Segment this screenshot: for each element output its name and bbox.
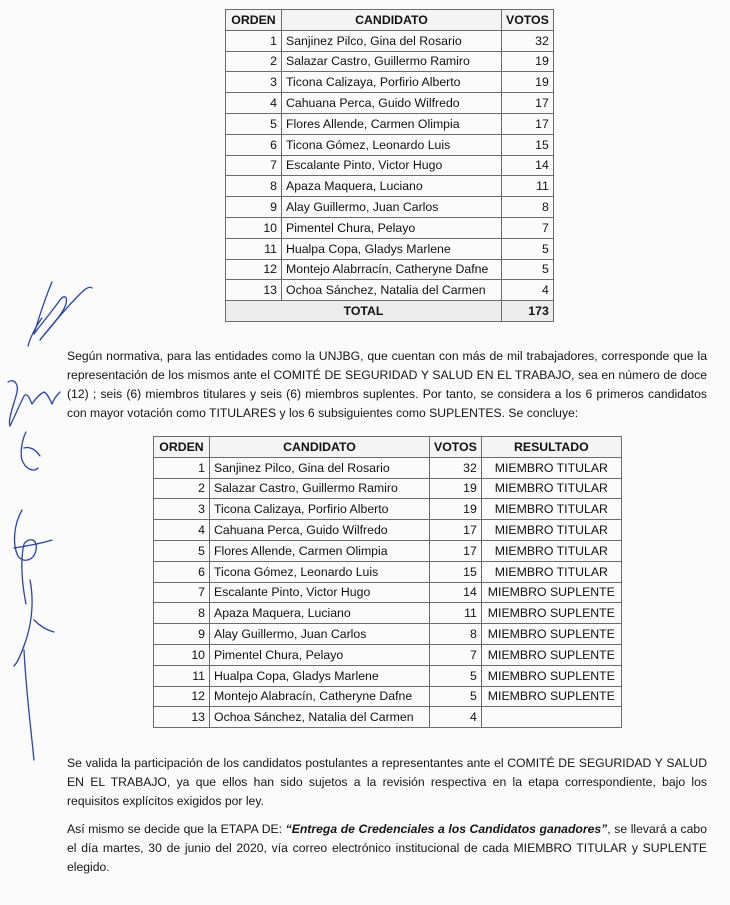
cell-resultado: MIEMBRO SUPLENTE (481, 686, 621, 707)
cell-candidato: Ticona Gómez, Leonardo Luis (282, 134, 502, 155)
cell-votos: 17 (430, 540, 482, 561)
cell-resultado: MIEMBRO SUPLENTE (481, 624, 621, 645)
cell-orden: 8 (226, 176, 282, 197)
cell-orden: 7 (226, 155, 282, 176)
cell-candidato: Apaza Maquera, Luciano (282, 176, 502, 197)
cell-orden: 11 (154, 665, 210, 686)
cell-votos: 7 (502, 217, 554, 238)
cell-orden: 6 (154, 561, 210, 582)
signature-1 (28, 282, 92, 346)
cell-candidato: Sanjinez Pilco, Gina del Rosario (282, 30, 502, 51)
cell-orden: 2 (154, 478, 210, 499)
table-row (154, 561, 622, 582)
cell-orden: 1 (154, 457, 210, 478)
cell-resultado: MIEMBRO TITULAR (481, 457, 621, 478)
table-row (154, 707, 622, 728)
table-row (226, 134, 554, 155)
total-row (226, 301, 554, 322)
table-row (154, 624, 622, 645)
table-row (154, 582, 622, 603)
cell-resultado: MIEMBRO SUPLENTE (481, 603, 621, 624)
cell-candidato: Pimentel Chura, Pelayo (210, 644, 430, 665)
column-header-votos: VOTOS (430, 437, 482, 458)
credentials-text-start: Así mismo se decide que la ETAPA DE: (67, 822, 286, 836)
cell-resultado: MIEMBRO TITULAR (481, 540, 621, 561)
cell-resultado: MIEMBRO SUPLENTE (481, 665, 621, 686)
cell-orden: 12 (154, 686, 210, 707)
table-row (226, 197, 554, 218)
credentials-paragraph (67, 820, 707, 877)
table-row (154, 665, 622, 686)
cell-candidato: Hualpa Copa, Gladys Marlene (210, 665, 430, 686)
cell-votos: 19 (502, 51, 554, 72)
cell-votos: 8 (430, 624, 482, 645)
cell-votos: 4 (430, 707, 482, 728)
signature-2 (8, 381, 60, 470)
cell-candidato: Hualpa Copa, Gladys Marlene (282, 238, 502, 259)
table-row (226, 93, 554, 114)
cell-orden: 4 (226, 93, 282, 114)
cell-candidato: Ochoa Sánchez, Natalia del Carmen (210, 707, 430, 728)
cell-votos: 32 (430, 457, 482, 478)
cell-votos: 17 (430, 520, 482, 541)
cell-votos: 19 (430, 499, 482, 520)
cell-candidato: Ticona Calizaya, Porfirio Alberto (210, 499, 430, 520)
cell-orden: 4 (154, 520, 210, 541)
cell-candidato: Pimentel Chura, Pelayo (282, 217, 502, 238)
cell-votos: 32 (502, 30, 554, 51)
table-row (226, 113, 554, 134)
column-header-candidato: CANDIDATO (282, 10, 502, 31)
cell-votos: 14 (502, 155, 554, 176)
cell-candidato: Sanjinez Pilco, Gina del Rosario (210, 457, 430, 478)
credentials-stage-name: “Entrega de Credenciales a los Candidatos ganadores” (285, 822, 608, 836)
cell-resultado: MIEMBRO TITULAR (481, 561, 621, 582)
cell-votos: 14 (430, 582, 482, 603)
cell-candidato: Alay Guillermo, Juan Carlos (282, 197, 502, 218)
column-header-votos: VOTOS (502, 10, 554, 31)
cell-candidato: Flores Allende, Carmen Olimpia (282, 113, 502, 134)
cell-candidato: Cahuana Perca, Guido Wilfredo (210, 520, 430, 541)
cell-orden: 9 (226, 197, 282, 218)
cell-orden: 10 (154, 644, 210, 665)
table-row (226, 72, 554, 93)
cell-resultado: MIEMBRO TITULAR (481, 520, 621, 541)
table-row (226, 155, 554, 176)
column-header-resultado: RESULTADO (481, 437, 621, 458)
cell-candidato: Alay Guillermo, Juan Carlos (210, 624, 430, 645)
vote-count-table (225, 9, 554, 322)
cell-candidato: Escalante Pinto, Victor Hugo (282, 155, 502, 176)
cell-orden: 13 (154, 707, 210, 728)
table-row (226, 238, 554, 259)
cell-candidato: Ochoa Sánchez, Natalia del Carmen (282, 280, 502, 301)
table-row (226, 280, 554, 301)
cell-orden: 3 (226, 72, 282, 93)
cell-candidato: Escalante Pinto, Victor Hugo (210, 582, 430, 603)
cell-candidato: Flores Allende, Carmen Olimpia (210, 540, 430, 561)
total-label: TOTAL (226, 301, 502, 322)
table-row (154, 603, 622, 624)
table-header-row (154, 437, 622, 458)
column-header-orden: ORDEN (226, 10, 282, 31)
cell-candidato: Montejo Alabracín, Catheryne Dafne (210, 686, 430, 707)
table-row (154, 499, 622, 520)
cell-orden: 9 (154, 624, 210, 645)
cell-votos: 7 (430, 644, 482, 665)
cell-votos: 19 (430, 478, 482, 499)
cell-votos: 11 (502, 176, 554, 197)
cell-candidato: Ticona Gómez, Leonardo Luis (210, 561, 430, 582)
cell-orden: 10 (226, 217, 282, 238)
cell-orden: 5 (226, 113, 282, 134)
representation-paragraph: Según normativa, para las entidades como la UNJBG, que cuentan con más de mil trabajadores, corresponde que la representación de los mismos ante el COMITÉ DE SEGURIDAD Y SALUD EN EL TRABAJO, sea en número de doce (12) ; seis (6) miembros titulares y seis (6) miembros suplentes. Por tanto, se considera a los 6 primeros candidatos con mayor votación como TITULARES y los 6 subsiguientes como SUPLENTES. Se concluye: (67, 349, 707, 420)
cell-orden: 7 (154, 582, 210, 603)
table-row (154, 478, 622, 499)
cell-resultado: MIEMBRO SUPLENTE (481, 644, 621, 665)
cell-candidato: Cahuana Perca, Guido Wilfredo (282, 93, 502, 114)
cell-orden: 8 (154, 603, 210, 624)
cell-candidato: Montejo Alabrracín, Catheryne Dafne (282, 259, 502, 280)
credentials-text-end: , se llevará a cabo el día martes, 30 de junio del 2020, vía correo electrónico institucional de cada MIEMBRO TITULAR y SUPLENTE elegido. (67, 822, 707, 874)
cell-votos: 15 (430, 561, 482, 582)
cell-candidato: Ticona Calizaya, Porfirio Alberto (282, 72, 502, 93)
cell-votos: 5 (502, 259, 554, 280)
cell-votos: 11 (430, 603, 482, 624)
cell-votos: 5 (430, 686, 482, 707)
cell-orden: 12 (226, 259, 282, 280)
cell-resultado: MIEMBRO TITULAR (481, 499, 621, 520)
table-row (154, 520, 622, 541)
cell-candidato: Salazar Castro, Guillermo Ramiro (282, 51, 502, 72)
cell-orden: 3 (154, 499, 210, 520)
cell-votos: 4 (502, 280, 554, 301)
cell-orden: 5 (154, 540, 210, 561)
cell-candidato: Salazar Castro, Guillermo Ramiro (210, 478, 430, 499)
cell-orden: 1 (226, 30, 282, 51)
table-header-row (226, 10, 554, 31)
results-table (153, 436, 622, 728)
table-row (226, 51, 554, 72)
cell-votos: 5 (502, 238, 554, 259)
table-row (154, 457, 622, 478)
cell-votos: 8 (502, 197, 554, 218)
cell-orden: 13 (226, 280, 282, 301)
cell-orden: 11 (226, 238, 282, 259)
cell-orden: 6 (226, 134, 282, 155)
cell-orden: 2 (226, 51, 282, 72)
table-row (226, 217, 554, 238)
cell-votos: 19 (502, 72, 554, 93)
table-row (226, 176, 554, 197)
cell-resultado (481, 707, 621, 728)
table-row (226, 30, 554, 51)
cell-votos: 15 (502, 134, 554, 155)
column-header-orden: ORDEN (154, 437, 210, 458)
cell-resultado: MIEMBRO SUPLENTE (481, 582, 621, 603)
signature-3 (14, 510, 54, 760)
results-body (154, 457, 622, 727)
cell-votos: 17 (502, 113, 554, 134)
table-row (226, 259, 554, 280)
validation-paragraph: Se valida la participación de los candidatos postulantes a representantes ante el COMITÉ DE SEGURIDAD Y SALUD EN EL TRABAJO, ya que ellos han sido sujetos a la revisión respectiva en la etapa correspondiente, bajo los requisitos explícitos exigidos por ley. (67, 756, 707, 808)
table-row (154, 686, 622, 707)
cell-votos: 5 (430, 665, 482, 686)
vote-count-body (226, 30, 554, 300)
table-row (154, 540, 622, 561)
cell-votos: 17 (502, 93, 554, 114)
column-header-candidato: CANDIDATO (210, 437, 430, 458)
total-value: 173 (502, 301, 554, 322)
cell-candidato: Apaza Maquera, Luciano (210, 603, 430, 624)
cell-resultado: MIEMBRO TITULAR (481, 478, 621, 499)
table-row (154, 644, 622, 665)
